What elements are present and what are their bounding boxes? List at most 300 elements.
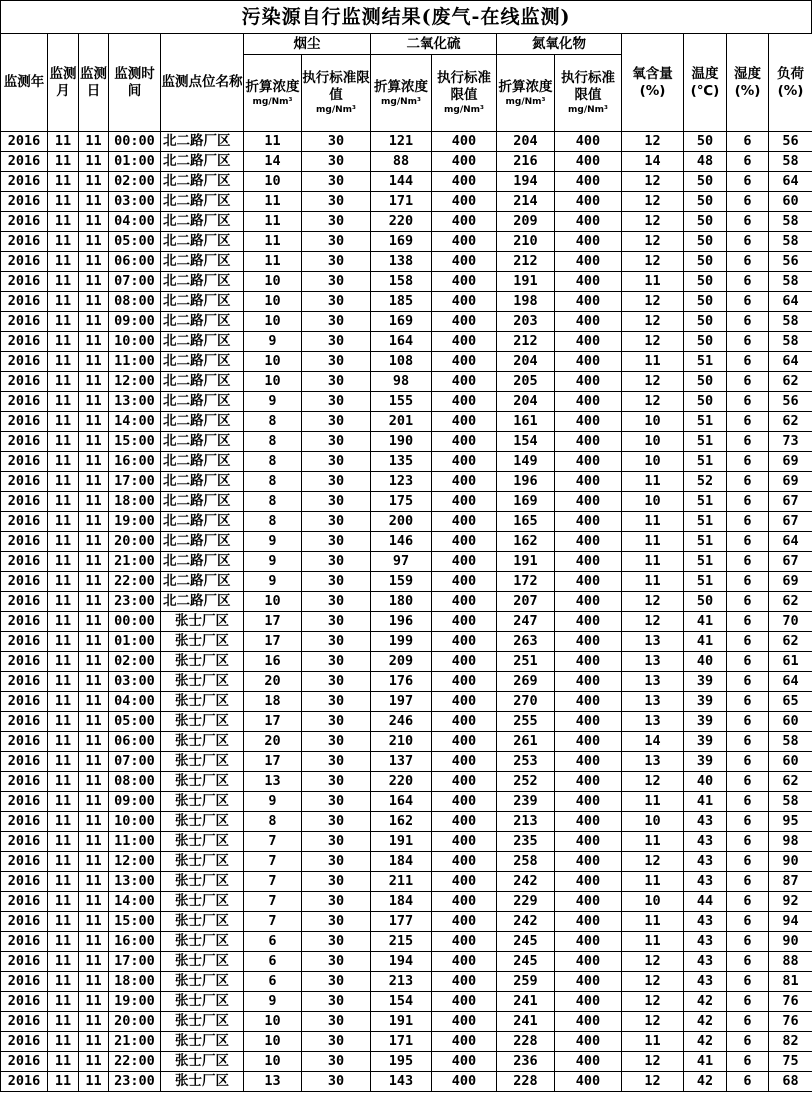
table-cell: 2016 bbox=[1, 652, 48, 672]
table-cell: 400 bbox=[432, 432, 497, 452]
table-cell: 30 bbox=[302, 392, 371, 412]
table-cell: 261 bbox=[497, 732, 555, 752]
table-cell: 11 bbox=[48, 192, 79, 212]
table-row bbox=[1, 992, 812, 1012]
table-cell: 11 bbox=[622, 352, 684, 372]
table-cell: 11 bbox=[622, 572, 684, 592]
table-cell: 11 bbox=[79, 412, 109, 432]
table-cell: 张士厂区 bbox=[161, 932, 244, 952]
table-cell: 9 bbox=[244, 392, 302, 412]
table-cell: 400 bbox=[432, 272, 497, 292]
table-cell: 张士厂区 bbox=[161, 812, 244, 832]
table-cell: 张士厂区 bbox=[161, 732, 244, 752]
table-cell: 76 bbox=[769, 992, 812, 1012]
table-cell: 6 bbox=[727, 272, 769, 292]
table-cell: 11 bbox=[79, 572, 109, 592]
table-cell: 185 bbox=[371, 292, 432, 312]
table-row bbox=[1, 532, 812, 552]
table-cell: 247 bbox=[497, 612, 555, 632]
table-cell: 400 bbox=[432, 692, 497, 712]
table-cell: 400 bbox=[432, 452, 497, 472]
table-cell: 07:00 bbox=[109, 752, 161, 772]
table-cell: 177 bbox=[371, 912, 432, 932]
table-cell: 30 bbox=[302, 292, 371, 312]
table-cell: 11 bbox=[48, 412, 79, 432]
table-cell: 11 bbox=[79, 892, 109, 912]
table-cell: 11 bbox=[622, 472, 684, 492]
table-cell: 270 bbox=[497, 692, 555, 712]
table-cell: 30 bbox=[302, 692, 371, 712]
table-cell: 30 bbox=[302, 1012, 371, 1032]
table-cell: 60 bbox=[769, 752, 812, 772]
table-cell: 11 bbox=[244, 232, 302, 252]
table-cell: 17 bbox=[244, 632, 302, 652]
table-cell: 8 bbox=[244, 812, 302, 832]
table-cell: 11 bbox=[48, 592, 79, 612]
table-cell: 50 bbox=[684, 232, 727, 252]
table-cell: 43 bbox=[684, 832, 727, 852]
table-cell: 11 bbox=[79, 1072, 109, 1092]
table-cell: 400 bbox=[555, 572, 622, 592]
table-cell: 张士厂区 bbox=[161, 1012, 244, 1032]
table-cell: 11 bbox=[48, 552, 79, 572]
table-cell: 64 bbox=[769, 352, 812, 372]
table-cell: 190 bbox=[371, 432, 432, 452]
table-cell: 30 bbox=[302, 552, 371, 572]
table-cell: 30 bbox=[302, 592, 371, 612]
table-row bbox=[1, 252, 812, 272]
table-cell: 51 bbox=[684, 572, 727, 592]
table-cell: 30 bbox=[302, 252, 371, 272]
table-cell: 58 bbox=[769, 792, 812, 812]
table-cell: 17:00 bbox=[109, 472, 161, 492]
table-cell: 400 bbox=[432, 1072, 497, 1092]
table-cell: 258 bbox=[497, 852, 555, 872]
table-cell: 400 bbox=[555, 472, 622, 492]
table-cell: 68 bbox=[769, 1072, 812, 1092]
table-cell: 400 bbox=[555, 292, 622, 312]
table-cell: 197 bbox=[371, 692, 432, 712]
table-cell: 400 bbox=[432, 592, 497, 612]
table-cell: 11 bbox=[48, 952, 79, 972]
table-row bbox=[1, 492, 812, 512]
table-cell: 11:00 bbox=[109, 352, 161, 372]
table-cell: 11 bbox=[79, 232, 109, 252]
table-cell: 241 bbox=[497, 992, 555, 1012]
table-cell: 21:00 bbox=[109, 1032, 161, 1052]
table-cell: 6 bbox=[727, 752, 769, 772]
table-cell: 162 bbox=[497, 532, 555, 552]
table-cell: 42 bbox=[684, 1072, 727, 1092]
table-cell: 400 bbox=[432, 392, 497, 412]
table-cell: 北二路厂区 bbox=[161, 572, 244, 592]
table-cell: 209 bbox=[371, 652, 432, 672]
table-cell: 张士厂区 bbox=[161, 832, 244, 852]
table-cell: 11 bbox=[79, 272, 109, 292]
table-cell: 39 bbox=[684, 672, 727, 692]
table-cell: 30 bbox=[302, 752, 371, 772]
table-cell: 11 bbox=[48, 292, 79, 312]
table-cell: 51 bbox=[684, 412, 727, 432]
table-cell: 北二路厂区 bbox=[161, 292, 244, 312]
table-cell: 12 bbox=[622, 372, 684, 392]
table-cell: 2016 bbox=[1, 1012, 48, 1032]
table-cell: 北二路厂区 bbox=[161, 212, 244, 232]
table-cell: 60 bbox=[769, 712, 812, 732]
table-cell: 2016 bbox=[1, 692, 48, 712]
table-cell: 123 bbox=[371, 472, 432, 492]
table-cell: 207 bbox=[497, 592, 555, 612]
table-cell: 11 bbox=[48, 792, 79, 812]
table-cell: 98 bbox=[371, 372, 432, 392]
table-cell: 12 bbox=[622, 252, 684, 272]
table-cell: 82 bbox=[769, 1032, 812, 1052]
table-cell: 2016 bbox=[1, 372, 48, 392]
table-cell: 400 bbox=[432, 1032, 497, 1052]
table-cell: 251 bbox=[497, 652, 555, 672]
table-cell: 2016 bbox=[1, 592, 48, 612]
table-cell: 400 bbox=[555, 992, 622, 1012]
table-cell: 8 bbox=[244, 492, 302, 512]
table-cell: 30 bbox=[302, 652, 371, 672]
table-cell: 11 bbox=[79, 652, 109, 672]
table-row bbox=[1, 892, 812, 912]
table-cell: 2016 bbox=[1, 472, 48, 492]
table-cell: 12 bbox=[622, 172, 684, 192]
table-cell: 30 bbox=[302, 732, 371, 752]
table-cell: 400 bbox=[432, 1052, 497, 1072]
table-cell: 62 bbox=[769, 772, 812, 792]
table-cell: 北二路厂区 bbox=[161, 172, 244, 192]
table-cell: 400 bbox=[432, 492, 497, 512]
table-cell: 50 bbox=[684, 332, 727, 352]
table-cell: 2016 bbox=[1, 712, 48, 732]
table-cell: 11 bbox=[79, 512, 109, 532]
table-cell: 400 bbox=[432, 852, 497, 872]
table-cell: 400 bbox=[555, 612, 622, 632]
table-cell: 10 bbox=[244, 312, 302, 332]
table-cell: 400 bbox=[555, 532, 622, 552]
table-cell: 11 bbox=[244, 252, 302, 272]
table-cell: 400 bbox=[555, 652, 622, 672]
table-cell: 400 bbox=[432, 352, 497, 372]
table-cell: 43 bbox=[684, 972, 727, 992]
table-cell: 30 bbox=[302, 972, 371, 992]
table-cell: 6 bbox=[727, 232, 769, 252]
table-cell: 400 bbox=[555, 732, 622, 752]
table-cell: 64 bbox=[769, 292, 812, 312]
table-cell: 146 bbox=[371, 532, 432, 552]
table-cell: 11 bbox=[48, 532, 79, 552]
table-cell: 400 bbox=[555, 272, 622, 292]
table-cell: 400 bbox=[432, 832, 497, 852]
table-cell: 05:00 bbox=[109, 232, 161, 252]
table-row bbox=[1, 392, 812, 412]
table-cell: 2016 bbox=[1, 792, 48, 812]
table-cell: 6 bbox=[727, 812, 769, 832]
table-cell: 121 bbox=[371, 132, 432, 152]
table-cell: 11 bbox=[48, 272, 79, 292]
table-cell: 400 bbox=[555, 792, 622, 812]
table-cell: 176 bbox=[371, 672, 432, 692]
table-cell: 198 bbox=[497, 292, 555, 312]
col-humidity: 湿度(%) bbox=[727, 34, 769, 132]
table-cell: 255 bbox=[497, 712, 555, 732]
table-cell: 400 bbox=[555, 492, 622, 512]
table-cell: 400 bbox=[555, 932, 622, 952]
table-cell: 400 bbox=[555, 912, 622, 932]
table-cell: 10 bbox=[622, 492, 684, 512]
table-cell: 11 bbox=[48, 712, 79, 732]
table-cell: 154 bbox=[497, 432, 555, 452]
table-cell: 60 bbox=[769, 192, 812, 212]
table-cell: 42 bbox=[684, 992, 727, 1012]
table-cell: 11 bbox=[48, 372, 79, 392]
table-row bbox=[1, 852, 812, 872]
table-cell: 6 bbox=[727, 372, 769, 392]
table-cell: 400 bbox=[555, 972, 622, 992]
table-cell: 30 bbox=[302, 572, 371, 592]
table-row bbox=[1, 312, 812, 332]
table-cell: 6 bbox=[727, 592, 769, 612]
table-cell: 9 bbox=[244, 572, 302, 592]
table-cell: 11 bbox=[48, 772, 79, 792]
table-cell: 30 bbox=[302, 1032, 371, 1052]
table-body bbox=[1, 132, 812, 1092]
table-cell: 242 bbox=[497, 912, 555, 932]
table-cell: 13 bbox=[622, 752, 684, 772]
table-cell: 北二路厂区 bbox=[161, 452, 244, 472]
table-cell: 220 bbox=[371, 212, 432, 232]
table-cell: 北二路厂区 bbox=[161, 272, 244, 292]
table-row bbox=[1, 1032, 812, 1052]
col-nox-limit: 执行标准限值 mg/Nm³ bbox=[555, 55, 622, 132]
table-cell: 165 bbox=[497, 512, 555, 532]
table-cell: 50 bbox=[684, 132, 727, 152]
table-cell: 194 bbox=[497, 172, 555, 192]
table-cell: 8 bbox=[244, 452, 302, 472]
table-cell: 50 bbox=[684, 272, 727, 292]
table-cell: 242 bbox=[497, 872, 555, 892]
table-cell: 12 bbox=[622, 952, 684, 972]
table-cell: 15:00 bbox=[109, 912, 161, 932]
table-cell: 11 bbox=[48, 392, 79, 412]
table-row bbox=[1, 972, 812, 992]
table-cell: 51 bbox=[684, 512, 727, 532]
table-cell: 11 bbox=[79, 392, 109, 412]
table-cell: 7 bbox=[244, 852, 302, 872]
table-cell: 400 bbox=[555, 332, 622, 352]
table-cell: 11 bbox=[79, 632, 109, 652]
table-cell: 50 bbox=[684, 172, 727, 192]
table-cell: 400 bbox=[432, 772, 497, 792]
table-cell: 6 bbox=[727, 632, 769, 652]
table-cell: 30 bbox=[302, 772, 371, 792]
table-cell: 400 bbox=[432, 172, 497, 192]
table-cell: 95 bbox=[769, 812, 812, 832]
table-cell: 30 bbox=[302, 132, 371, 152]
table-cell: 245 bbox=[497, 932, 555, 952]
table-cell: 11 bbox=[79, 472, 109, 492]
col-dust-conc: 折算浓度 mg/Nm³ bbox=[244, 55, 302, 132]
table-cell: 2016 bbox=[1, 932, 48, 952]
table-cell: 11 bbox=[79, 672, 109, 692]
table-cell: 400 bbox=[432, 152, 497, 172]
table-cell: 87 bbox=[769, 872, 812, 892]
table-row bbox=[1, 1012, 812, 1032]
table-cell: 69 bbox=[769, 472, 812, 492]
table-cell: 12 bbox=[622, 592, 684, 612]
table-row bbox=[1, 752, 812, 772]
table-cell: 2016 bbox=[1, 292, 48, 312]
table-cell: 169 bbox=[371, 312, 432, 332]
table-cell: 00:00 bbox=[109, 132, 161, 152]
table-cell: 400 bbox=[555, 692, 622, 712]
col-year: 监测年 bbox=[1, 34, 48, 132]
table-cell: 137 bbox=[371, 752, 432, 772]
group-dust: 烟尘 bbox=[244, 34, 371, 55]
table-cell: 11 bbox=[79, 812, 109, 832]
table-cell: 6 bbox=[727, 532, 769, 552]
table-cell: 张士厂区 bbox=[161, 952, 244, 972]
table-cell: 北二路厂区 bbox=[161, 492, 244, 512]
table-cell: 18 bbox=[244, 692, 302, 712]
table-cell: 9 bbox=[244, 992, 302, 1012]
table-cell: 241 bbox=[497, 1012, 555, 1032]
table-cell: 43 bbox=[684, 852, 727, 872]
table-cell: 400 bbox=[555, 452, 622, 472]
table-cell: 11 bbox=[79, 492, 109, 512]
table-cell: 75 bbox=[769, 1052, 812, 1072]
table-cell: 400 bbox=[432, 312, 497, 332]
table-cell: 11 bbox=[622, 832, 684, 852]
table-cell: 张士厂区 bbox=[161, 852, 244, 872]
table-cell: 400 bbox=[555, 752, 622, 772]
table-cell: 11 bbox=[48, 692, 79, 712]
table-row bbox=[1, 732, 812, 752]
table-cell: 50 bbox=[684, 292, 727, 312]
table-cell: 9 bbox=[244, 792, 302, 812]
table-cell: 11 bbox=[79, 552, 109, 572]
group-nox: 氮氧化物 bbox=[497, 34, 622, 55]
table-cell: 50 bbox=[684, 252, 727, 272]
table-row bbox=[1, 832, 812, 852]
table-cell: 11 bbox=[48, 452, 79, 472]
table-cell: 400 bbox=[432, 652, 497, 672]
table-cell: 08:00 bbox=[109, 772, 161, 792]
table-cell: 北二路厂区 bbox=[161, 512, 244, 532]
table-cell: 67 bbox=[769, 512, 812, 532]
table-cell: 13 bbox=[622, 692, 684, 712]
monitoring-table bbox=[0, 33, 812, 1092]
table-row bbox=[1, 352, 812, 372]
table-cell: 11 bbox=[79, 1032, 109, 1052]
table-cell: 12 bbox=[622, 312, 684, 332]
table-cell: 2016 bbox=[1, 612, 48, 632]
table-cell: 11 bbox=[79, 832, 109, 852]
table-cell: 11 bbox=[48, 932, 79, 952]
table-cell: 12 bbox=[622, 612, 684, 632]
table-cell: 400 bbox=[432, 232, 497, 252]
table-cell: 61 bbox=[769, 652, 812, 672]
table-cell: 10 bbox=[244, 1012, 302, 1032]
table-cell: 200 bbox=[371, 512, 432, 532]
table-cell: 北二路厂区 bbox=[161, 252, 244, 272]
table-row bbox=[1, 1072, 812, 1092]
table-cell: 张士厂区 bbox=[161, 752, 244, 772]
table-cell: 30 bbox=[302, 672, 371, 692]
table-cell: 400 bbox=[555, 192, 622, 212]
table-cell: 41 bbox=[684, 632, 727, 652]
table-cell: 13:00 bbox=[109, 872, 161, 892]
table-cell: 11 bbox=[48, 252, 79, 272]
table-row bbox=[1, 432, 812, 452]
table-cell: 02:00 bbox=[109, 652, 161, 672]
table-cell: 164 bbox=[371, 332, 432, 352]
table-cell: 154 bbox=[371, 992, 432, 1012]
table-cell: 11 bbox=[48, 572, 79, 592]
table-cell: 2016 bbox=[1, 812, 48, 832]
table-cell: 21:00 bbox=[109, 552, 161, 572]
table-cell: 11 bbox=[48, 912, 79, 932]
table-cell: 11 bbox=[79, 132, 109, 152]
table-cell: 10 bbox=[622, 432, 684, 452]
table-row bbox=[1, 812, 812, 832]
table-cell: 11 bbox=[79, 852, 109, 872]
table-cell: 12 bbox=[622, 772, 684, 792]
table-cell: 400 bbox=[555, 212, 622, 232]
table-cell: 30 bbox=[302, 372, 371, 392]
table-row bbox=[1, 652, 812, 672]
table-cell: 8 bbox=[244, 432, 302, 452]
table-cell: 50 bbox=[684, 312, 727, 332]
table-cell: 13 bbox=[622, 632, 684, 652]
table-cell: 58 bbox=[769, 272, 812, 292]
table-cell: 11 bbox=[48, 872, 79, 892]
table-cell: 30 bbox=[302, 1052, 371, 1072]
table-cell: 11 bbox=[48, 992, 79, 1012]
table-cell: 69 bbox=[769, 572, 812, 592]
table-cell: 400 bbox=[555, 512, 622, 532]
table-cell: 400 bbox=[555, 892, 622, 912]
table-cell: 11 bbox=[79, 452, 109, 472]
table-cell: 155 bbox=[371, 392, 432, 412]
table-cell: 北二路厂区 bbox=[161, 312, 244, 332]
table-cell: 11 bbox=[48, 492, 79, 512]
table-row bbox=[1, 672, 812, 692]
table-cell: 11 bbox=[79, 592, 109, 612]
table-cell: 400 bbox=[555, 252, 622, 272]
table-cell: 张士厂区 bbox=[161, 632, 244, 652]
table-cell: 210 bbox=[371, 732, 432, 752]
table-cell: 51 bbox=[684, 532, 727, 552]
table-cell: 228 bbox=[497, 1072, 555, 1092]
table-cell: 30 bbox=[302, 352, 371, 372]
table-cell: 00:00 bbox=[109, 612, 161, 632]
table-cell: 6 bbox=[727, 572, 769, 592]
table-cell: 400 bbox=[432, 192, 497, 212]
table-cell: 2016 bbox=[1, 492, 48, 512]
table-cell: 2016 bbox=[1, 832, 48, 852]
table-cell: 30 bbox=[302, 872, 371, 892]
table-cell: 400 bbox=[432, 972, 497, 992]
table-cell: 北二路厂区 bbox=[161, 532, 244, 552]
table-cell: 159 bbox=[371, 572, 432, 592]
table-cell: 400 bbox=[555, 1012, 622, 1032]
table-cell: 14 bbox=[622, 152, 684, 172]
table-row bbox=[1, 472, 812, 492]
table-cell: 11 bbox=[79, 792, 109, 812]
